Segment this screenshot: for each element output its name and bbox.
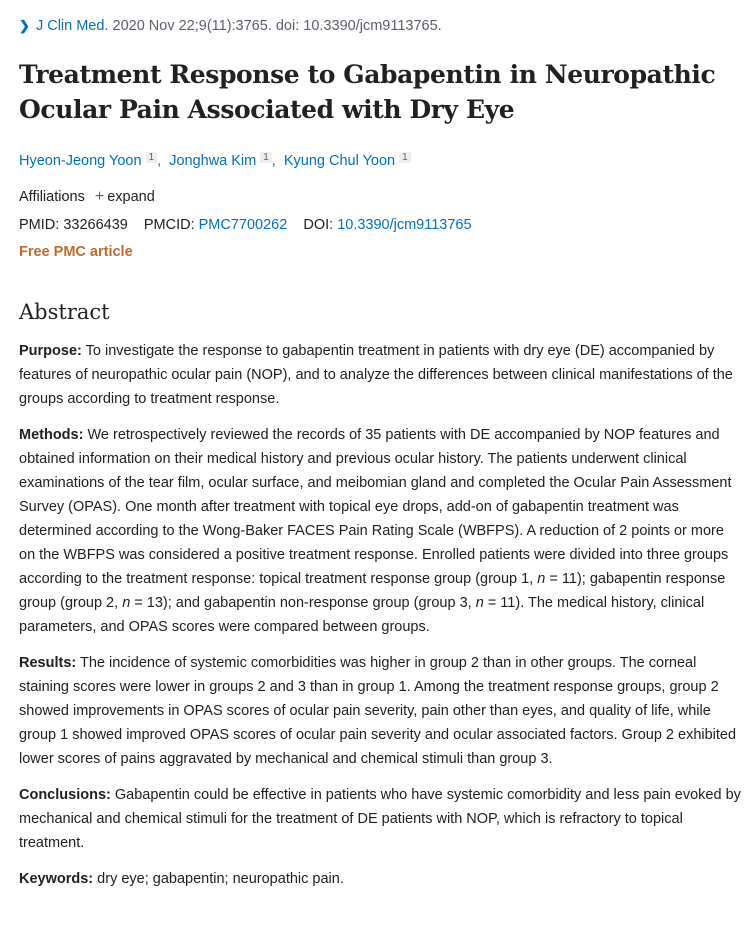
methods-text-a: We retrospectively reviewed the records of 35 patients with DE accompanied by NOP features and obtained information on their medical history and previous ocular history. The patients underwent clinical examinations of the tear film, ocular surface, and meibomian gland and completed the Ocular Pain Assessment Survey (OPAS). One month after treatment with topical eye drops, add-on of gabapentin treatment was determined according to the Wong-Baker FACES Pain Rating Scale (WBFPS). A reduction of 2 points or more on the WBFPS was considered a positive treatment response. Enrolled patients were divided into three groups according to the treatment response: topical treatment response group (group 1, xyxy=(19,427,732,587)
abstract-keywords xyxy=(19,867,741,891)
title-line-2: Ocular Pain Associated with Dry Eye xyxy=(19,95,515,124)
citation-line xyxy=(19,14,741,38)
author-link[interactable]: Kyung Chul Yoon xyxy=(283,153,396,169)
n-symbol: n xyxy=(122,595,131,611)
abstract-heading: Abstract xyxy=(19,300,110,324)
title-line-1: Treatment Response to Gabapentin in Neuropathic xyxy=(19,60,716,89)
article-title xyxy=(19,57,741,127)
methods-label: Methods: xyxy=(19,427,84,443)
author-list xyxy=(19,147,741,172)
affiliations-row xyxy=(19,186,741,208)
abstract-purpose xyxy=(19,339,741,411)
keywords-label: Keywords: xyxy=(19,871,94,887)
n-symbol: n xyxy=(537,571,546,587)
purpose-text: To investigate the response to gabapentin treatment in patients with dry eye (DE) accompanied by features of neuropathic ocular pain (NOP), and to analyze the differences between clinical manifestations of the groups according to treatment response. xyxy=(19,343,733,407)
methods-text-d: = 11). The medical history, clinical parameters, and OPAS scores were compared between groups. xyxy=(19,595,705,635)
expand-label: expand xyxy=(107,189,155,205)
author-separator: , xyxy=(271,153,276,169)
doi-label: DOI: xyxy=(303,217,334,233)
abstract-conclusions xyxy=(19,783,741,855)
results-label: Results: xyxy=(19,655,77,671)
results-text: The incidence of systemic comorbidities was higher in group 2 than in other groups. The corneal staining scores were lower in groups 2 and 3 than in group 1. Among the treatment response groups, group 2 showed improvements in OPAS scores of ocular pain severity, pain other than eyes, and quality of life, while group 1 showed improved OPAS scores of ocular pain severity and ocular associated factors. Group 2 exhibited lower scores of pains aggravated by mechanical and chemical stimuli than group 3. xyxy=(19,655,737,767)
author-affiliation-ref[interactable]: 1 xyxy=(146,152,158,163)
doi-link[interactable]: 10.3390/jcm9113765 xyxy=(337,217,472,233)
abstract-methods xyxy=(19,423,741,639)
expand-affiliations-button[interactable] xyxy=(95,189,155,205)
chevron-right-icon: ❯ xyxy=(19,18,30,33)
conclusions-label: Conclusions: xyxy=(19,787,111,803)
abstract-results xyxy=(19,651,741,771)
keywords-text: dry eye; gabapentin; neuropathic pain. xyxy=(97,871,344,887)
author-link[interactable]: Jonghwa Kim xyxy=(169,153,257,169)
pmcid-link[interactable]: PMC7700262 xyxy=(198,217,288,233)
author-affiliation-ref[interactable]: 1 xyxy=(260,152,272,163)
journal-link[interactable]: J Clin Med. xyxy=(35,18,109,34)
methods-text-b: = 11); gabapentin response group (group 2, xyxy=(19,571,726,611)
plus-icon: + xyxy=(94,188,105,205)
purpose-label: Purpose: xyxy=(19,343,82,359)
author-separator: , xyxy=(157,153,162,169)
citation-details: 2020 Nov 22;9(11):3765. doi: 10.3390/jcm9113765. xyxy=(112,18,442,34)
affiliations-label: Affiliations xyxy=(19,189,85,205)
pmcid-label: PMCID: xyxy=(143,217,195,233)
pmid-value: 33266439 xyxy=(63,217,128,233)
n-symbol: n xyxy=(475,595,484,611)
author-link[interactable]: Hyeon-Jeong Yoon xyxy=(19,153,142,169)
conclusions-text: Gabapentin could be effective in patients who have systemic comorbidity and less pain evoked by mechanical and chemical stimuli for the treatment of DE patients with NOP, which is refractory to topical treatment. xyxy=(19,787,741,851)
author-affiliation-ref[interactable]: 1 xyxy=(399,152,411,163)
methods-text-c: = 13); and gabapentin non-response group (group 3, xyxy=(134,595,472,611)
free-pmc-badge: Free PMC article xyxy=(19,244,133,260)
identifiers-row xyxy=(19,214,741,236)
pmid-label: PMID: xyxy=(19,217,60,233)
